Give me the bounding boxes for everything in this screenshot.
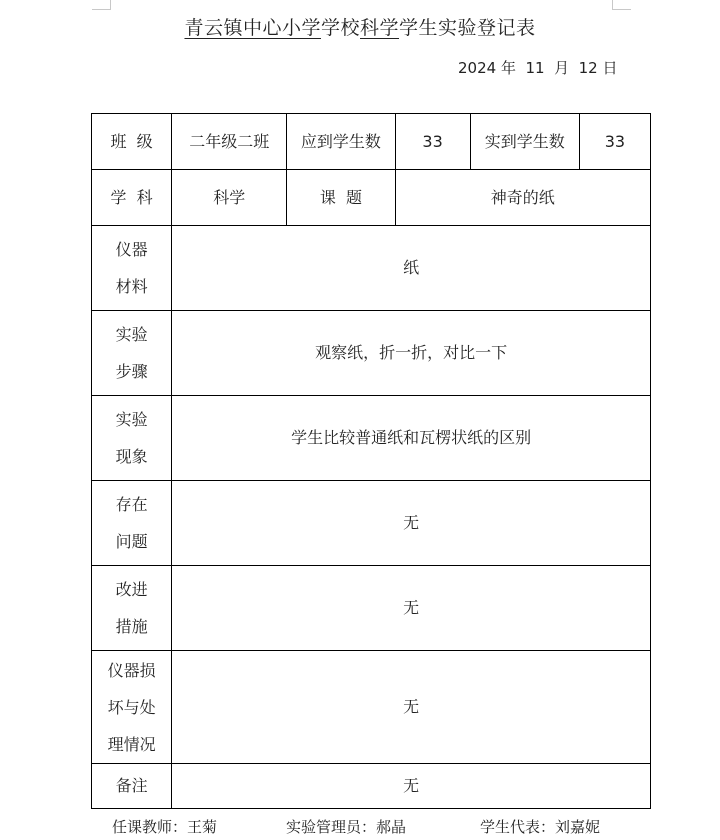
row-subject [92, 170, 651, 226]
row-class [92, 114, 651, 170]
materials-label-line1: 仪器 [115, 240, 148, 259]
row-phenomenon [92, 396, 651, 481]
class-label: 班 级 [92, 114, 172, 170]
title-school-suffix: 学校 [320, 17, 360, 39]
phenomenon-value: 学生比较普通纸和瓦楞状纸的区别 [172, 396, 651, 481]
phenomenon-label [92, 396, 172, 481]
equipment-damage-label-line2: 坏与处 [107, 697, 156, 717]
materials-label [92, 226, 172, 311]
page-corner-mark-left [92, 0, 111, 10]
improvement-value: 无 [172, 566, 651, 651]
footer-teacher: 任课教师：王菊 [112, 818, 218, 836]
document-title [0, 14, 720, 42]
equipment-damage-value: 无 [172, 651, 651, 764]
footer-student-representative: 学生代表：刘嘉妮 [480, 818, 601, 836]
equipment-damage-label-line1: 仪器损 [107, 660, 156, 680]
improvement-label-line1: 改进 [115, 580, 148, 599]
problems-label-line1: 存在 [115, 495, 148, 514]
problems-value: 无 [172, 481, 651, 566]
notes-label: 备注 [92, 764, 172, 809]
improvement-label [92, 566, 172, 651]
record-date: 2024 年 11 月 12 日 [458, 59, 618, 77]
class-value: 二年级二班 [172, 114, 287, 170]
topic-value: 神奇的纸 [395, 170, 650, 226]
row-problems [92, 481, 651, 566]
row-notes [92, 764, 651, 809]
equipment-damage-label-line3: 理情况 [107, 734, 156, 754]
page-corner-mark-right [612, 0, 631, 10]
materials-value: 纸 [172, 226, 651, 311]
improvement-label-line2: 措施 [115, 617, 148, 636]
steps-label-line1: 实验 [115, 325, 148, 344]
title-suffix: 学生实验登记表 [399, 17, 536, 39]
row-improvement [92, 566, 651, 651]
row-steps [92, 311, 651, 396]
footer-lab-manager: 实验管理员：郝晶 [286, 818, 407, 836]
subject-label: 学 科 [92, 170, 172, 226]
expected-students-value: 33 [395, 114, 470, 170]
topic-label: 课 题 [287, 170, 395, 226]
subject-value: 科学 [172, 170, 287, 226]
steps-label-line2: 步骤 [115, 362, 148, 381]
expected-students-label: 应到学生数 [287, 114, 395, 170]
row-materials [92, 226, 651, 311]
equipment-damage-label [92, 651, 172, 764]
experiment-register-table [91, 113, 651, 809]
materials-label-line2: 材料 [115, 277, 148, 296]
actual-students-value: 33 [579, 114, 650, 170]
problems-label-line2: 问题 [115, 532, 148, 551]
row-equipment-damage [92, 651, 651, 764]
actual-students-label: 实到学生数 [470, 114, 579, 170]
title-subject: 科学 [360, 17, 400, 39]
phenomenon-label-line2: 现象 [115, 447, 148, 466]
steps-label [92, 311, 172, 396]
title-school: 青云镇中心小学 [184, 17, 321, 39]
steps-value: 观察纸，折一折，对比一下 [172, 311, 651, 396]
notes-value: 无 [172, 764, 651, 809]
phenomenon-label-line1: 实验 [115, 410, 148, 429]
problems-label [92, 481, 172, 566]
